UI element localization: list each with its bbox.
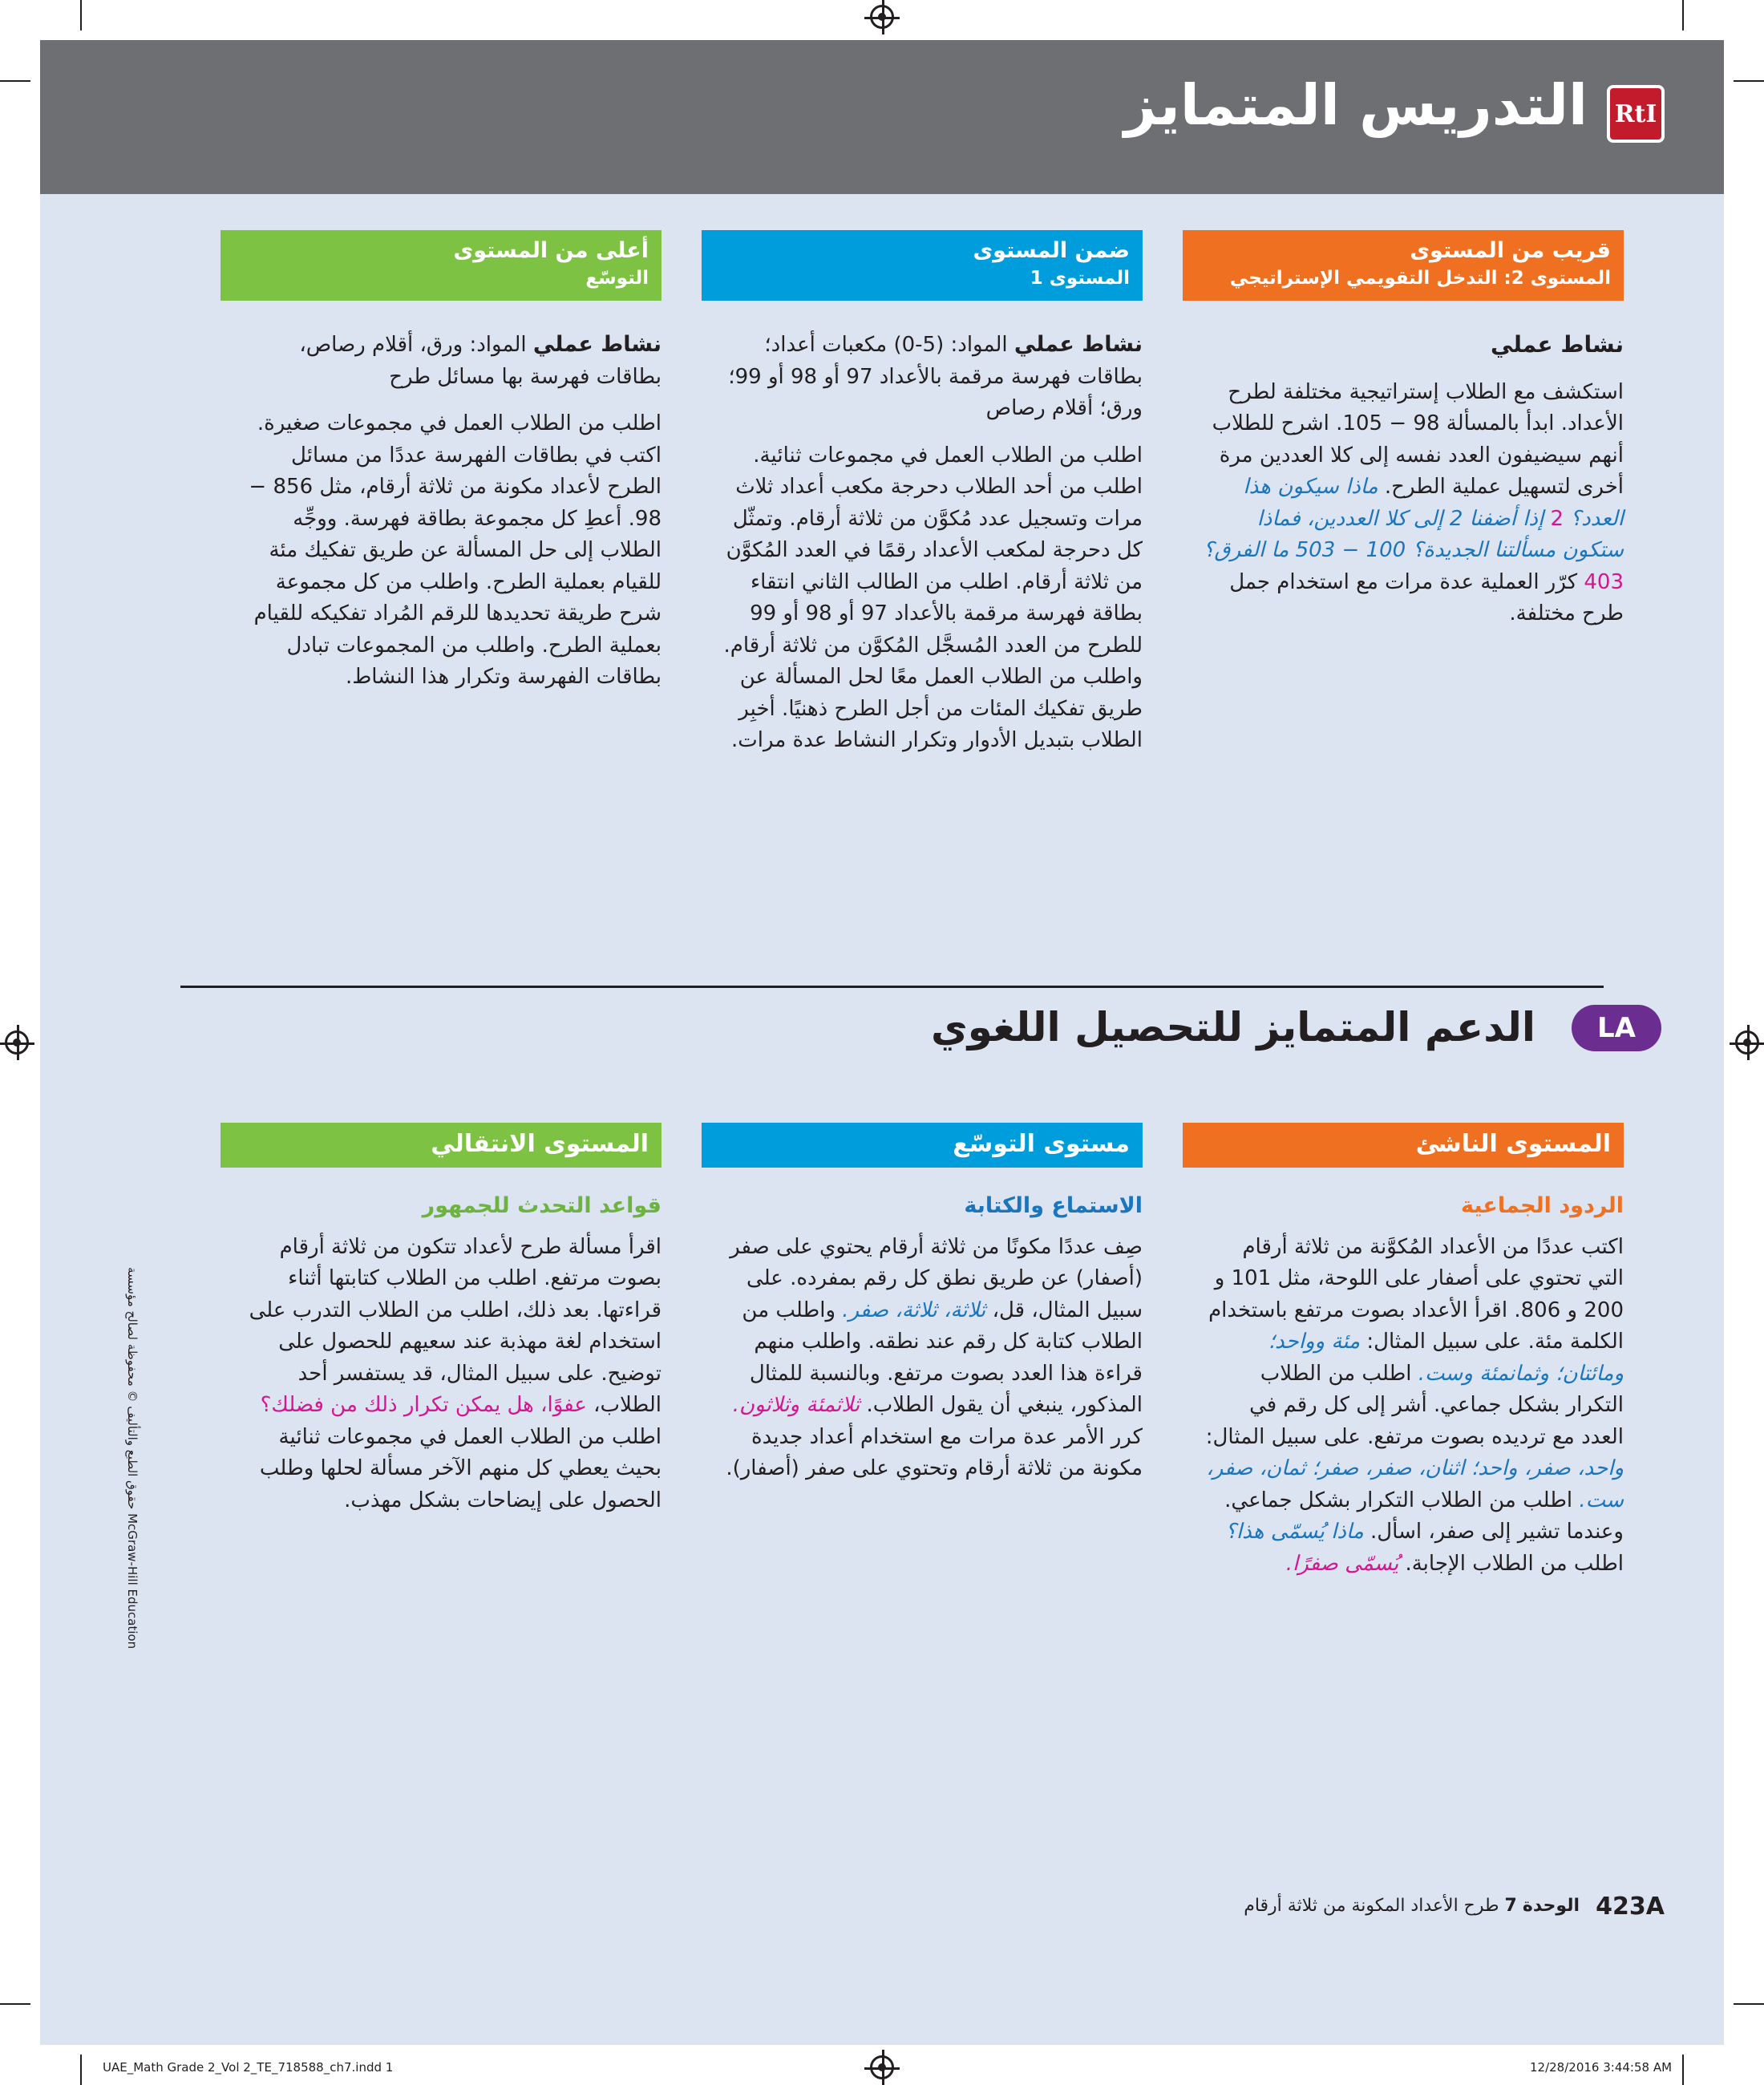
la-section-title: الدعم المتمايز للتحصيل اللغوي bbox=[930, 1004, 1535, 1051]
registration-mark-right bbox=[1735, 1030, 1759, 1055]
emerging-body-1: اكتب عددًا من الأعداد المُكوَّنة من ثلاثة أرقام التي تحتوي على أصفار على اللوحة، مثل 101 و 200 و 806. اقرأ الأعداد بصوت مرتفع باستخدام الكلمة مئة. على سبيل المثال: bbox=[1208, 1234, 1624, 1354]
approaching-question-2: إذا أضفنا 2 إلى كلا العددين، فماذا ستكون مسألتنا الجديدة؟ 100 − 503 ما الفرق؟ bbox=[1203, 506, 1624, 562]
expanding-example: ثلاثة، ثلاثة، صفر. bbox=[842, 1298, 986, 1322]
crop-mark bbox=[0, 2003, 30, 2005]
slug-date: 12/28/2016 3:44:58 AM bbox=[1530, 2060, 1673, 2075]
bridging-section-heading: قواعد التحدث للجمهور bbox=[422, 1193, 662, 1218]
expanding-level-title: مستوى التوسّع bbox=[953, 1130, 1130, 1158]
crop-mark bbox=[1682, 2055, 1684, 2085]
bridging-level-header bbox=[220, 1123, 662, 1168]
unit-reference bbox=[1244, 1896, 1580, 1916]
crop-mark bbox=[1682, 0, 1684, 30]
emerging-body-2: اطلب من الطلاب التكرار بشكل جماعي. أشر إلى كل رقم في العدد مع ترديده بصوت مرتفع. على سبيل المثال: bbox=[1205, 1361, 1624, 1449]
registration-mark-bottom bbox=[870, 2055, 894, 2079]
on-level-materials-paragraph bbox=[722, 329, 1143, 425]
approaching-body-1: استكشف مع الطلاب إستراتيجية مختلفة لطرح الأعداد. ابدأ بالمسألة 98 − 105. اشرح للطلاب أنهم سيضيفون العدد نفسه إلى كلا العددين مرة أخرى لتسهيل عملية الطرح. bbox=[1212, 379, 1624, 499]
page-title: التدريس المتمايز bbox=[1123, 72, 1588, 138]
emerging-level-content bbox=[1203, 1190, 1624, 1595]
emerging-body-4: اطلب من الطلاب الإجابة. bbox=[1405, 1551, 1624, 1576]
emerging-answer: يُسمّى صفرًا. bbox=[1285, 1551, 1399, 1576]
slug-file-name: UAE_Math Grade 2_Vol 2_TE_718588_ch7.indd 1 bbox=[103, 2060, 394, 2075]
crop-mark bbox=[1734, 2003, 1764, 2005]
approaching-question-1: ماذا سيكون هذا العدد؟ bbox=[1243, 475, 1624, 531]
bridging-paragraph bbox=[241, 1232, 662, 1517]
on-level-header bbox=[702, 230, 1143, 301]
expanding-paragraph bbox=[722, 1232, 1143, 1485]
beyond-body: اطلب من الطلاب العمل في مجموعات صغيرة. اكتب في بطاقات الفهرسة عددًا من مسائل الطرح لأعداد مكونة من ثلاثة أرقام، مثل 856 − 98. أعطِ كل مجموعة بطاقة فهرسة. ووجِّه الطلاب إلى حل المسألة عن طريق تفكيك مئة للقيام بعملية الطرح. واطلب من كل مجموعة شرح طريقة تحديدها للرقم المُراد تفكيكه للقيام بعملية الطرح. واطلب من المجموعات تبادل بطاقات الفهرسة وتكرار هذا النشاط. bbox=[249, 411, 662, 689]
registration-mark-top bbox=[870, 5, 894, 29]
unit-label: الوحدة bbox=[1522, 1896, 1580, 1916]
bridging-question: عفوًا، هل يمكن تكرار ذلك من فضلك؟ bbox=[260, 1393, 587, 1417]
emerging-level-title: المستوى الناشئ bbox=[1415, 1130, 1611, 1158]
on-level-body: اطلب من الطلاب العمل في مجموعات ثنائية. اطلب من أحد الطلاب دحرجة مكعب أعداد ثلاث مرات وتسجيل عدد مُكوَّن من ثلاثة أرقام. وتمثّل كل دحرجة لمكعب الأعداد رقمًا في العدد المُكوَّن من ثلاثة أرقام. اطلب من الطالب الثاني انتقاء بطاقة فهرسة مرقمة بالأعداد 97 أو 98 أو 99 للطرح من العدد المُسجَّل المُكوَّن من ثلاثة أرقام. واطلب من الطلاب العمل معًا لحل المسألة عن طريق تفكيك المئات من أجل الطرح ذهنيًا. أخبِر الطلاب بتبديل الأدوار وتكرار النشاط عدة مرات. bbox=[723, 443, 1143, 752]
on-level-content bbox=[722, 329, 1143, 772]
expanding-level-content bbox=[722, 1190, 1143, 1500]
approaching-body-2: كرّر العملية عدة مرات مع استخدام جمل طرح مختلفة. bbox=[1229, 569, 1624, 626]
section-divider bbox=[180, 986, 1604, 988]
emerging-paragraph bbox=[1203, 1232, 1624, 1581]
page-number: 423A bbox=[1596, 1893, 1665, 1921]
crop-mark bbox=[80, 0, 82, 30]
emerging-body-3: اطلب من الطلاب التكرار بشكل جماعي. وعندما تشير إلى صفر، اسأل. bbox=[1224, 1488, 1624, 1544]
unit-number: 7 bbox=[1504, 1896, 1517, 1916]
approaching-level-content bbox=[1203, 329, 1624, 646]
emerging-example-2: واحد، صفر، واحد؛ اثنان، صفر، صفر؛ ثمان، صفر، ست. bbox=[1206, 1456, 1624, 1512]
emerging-example-1: مئة وواحد؛ ومائتان؛ وثمانمئة وست. bbox=[1268, 1330, 1624, 1386]
beyond-lead: نشاط عملي bbox=[532, 332, 662, 357]
unit-title: طرح الأعداد المكونة من ثلاثة أرقام bbox=[1244, 1896, 1499, 1916]
emerging-level-header bbox=[1183, 1123, 1624, 1168]
beyond-materials: المواد: ورق، أقلام رصاص، بطاقات فهرسة بها مسائل طرح bbox=[299, 333, 662, 389]
beyond-level-title: أعلى من المستوى bbox=[453, 238, 649, 263]
expanding-answer: ثلاثمئة وثلاثون. bbox=[732, 1393, 860, 1417]
approaching-answer-1: 2 bbox=[1550, 506, 1564, 531]
approaching-level-title: قريب من المستوى bbox=[1410, 238, 1611, 263]
crop-mark bbox=[1734, 80, 1764, 82]
copyright-notice: حقوق الطبع والتأليف © محفوظة لصالح مؤسسة McGraw-Hill Education bbox=[125, 1267, 140, 1650]
expanding-body-1: صِف عددًا مكونًا من ثلاثة أرقام يحتوي على صفر (أصفار) عن طريق نطق كل رقم بمفرده. على سبيل المثال، قل، bbox=[730, 1234, 1143, 1322]
on-level-subtitle: المستوى 1 bbox=[1030, 268, 1130, 289]
approaching-level-subtitle: المستوى 2: التدخل التقويمي الإستراتيجي bbox=[1229, 268, 1611, 289]
beyond-materials-paragraph bbox=[241, 329, 662, 393]
emerging-section-heading: الردود الجماعية bbox=[1460, 1193, 1624, 1218]
expanding-section-heading: الاستماع والكتابة bbox=[964, 1193, 1143, 1218]
expanding-level-header bbox=[702, 1123, 1143, 1168]
bridging-body-1: اقرأ مسألة طرح لأعداد تتكون من ثلاثة أرقام بصوت مرتفع. اطلب من الطلاب كتابتها أثناء قراءتها. بعد ذلك، اطلب من الطلاب التدرب على استخدام لغة مهذبة عند سعيهم للحصول على توضيح. على سبيل المثال، قد يستفسر أحد الطلاب، bbox=[249, 1234, 662, 1417]
bridging-level-title: المستوى الانتقالي bbox=[431, 1130, 649, 1158]
approaching-level-header bbox=[1183, 230, 1624, 301]
beyond-level-subtitle: التوسّع bbox=[585, 268, 649, 289]
approaching-paragraph bbox=[1203, 377, 1624, 630]
bridging-body-2: اطلب من الطلاب العمل في مجموعات ثنائية بحيث يعطي كل منهم الآخر مسألة لحلها وطلب الحصول على إيضاحات بشكل مهذب. bbox=[259, 1424, 662, 1512]
la-badge: LA bbox=[1572, 1005, 1661, 1051]
approaching-answer-2: 403 bbox=[1584, 569, 1624, 594]
registration-mark-left bbox=[5, 1030, 29, 1055]
expanding-body-2: واطلب من الطلاب كتابة كل رقم عند نطقه. واطلب منهم قراءة هذا العدد بصوت مرتفع. وبالنسبة للمثال المذكور، ينبغي أن يقول الطلاب. bbox=[742, 1298, 1143, 1417]
approaching-section-heading: نشاط عملي bbox=[1490, 331, 1624, 358]
bridging-level-content bbox=[241, 1190, 662, 1532]
emerging-question: ماذا يُسمّى هذا؟ bbox=[1225, 1520, 1364, 1544]
crop-mark bbox=[0, 80, 30, 82]
on-level-lead: نشاط عملي bbox=[1013, 332, 1143, 357]
on-level-title: ضمن المستوى bbox=[973, 238, 1130, 263]
beyond-level-header bbox=[220, 230, 662, 301]
on-level-materials: المواد: (5-0) مكعبات أعداد؛ بطاقات فهرسة مرقمة بالأعداد 97 أو 98 أو 99؛ ورق؛ أقلام رصاص bbox=[728, 333, 1143, 420]
rti-badge: RtI bbox=[1607, 85, 1665, 143]
crop-mark bbox=[80, 2055, 82, 2085]
beyond-level-content bbox=[241, 329, 662, 709]
expanding-body-3: كرر الأمر عدة مرات مع استخدام أعداد جديدة مكونة من ثلاثة أرقام وتحتوي على صفر (أصفار). bbox=[726, 1424, 1143, 1480]
